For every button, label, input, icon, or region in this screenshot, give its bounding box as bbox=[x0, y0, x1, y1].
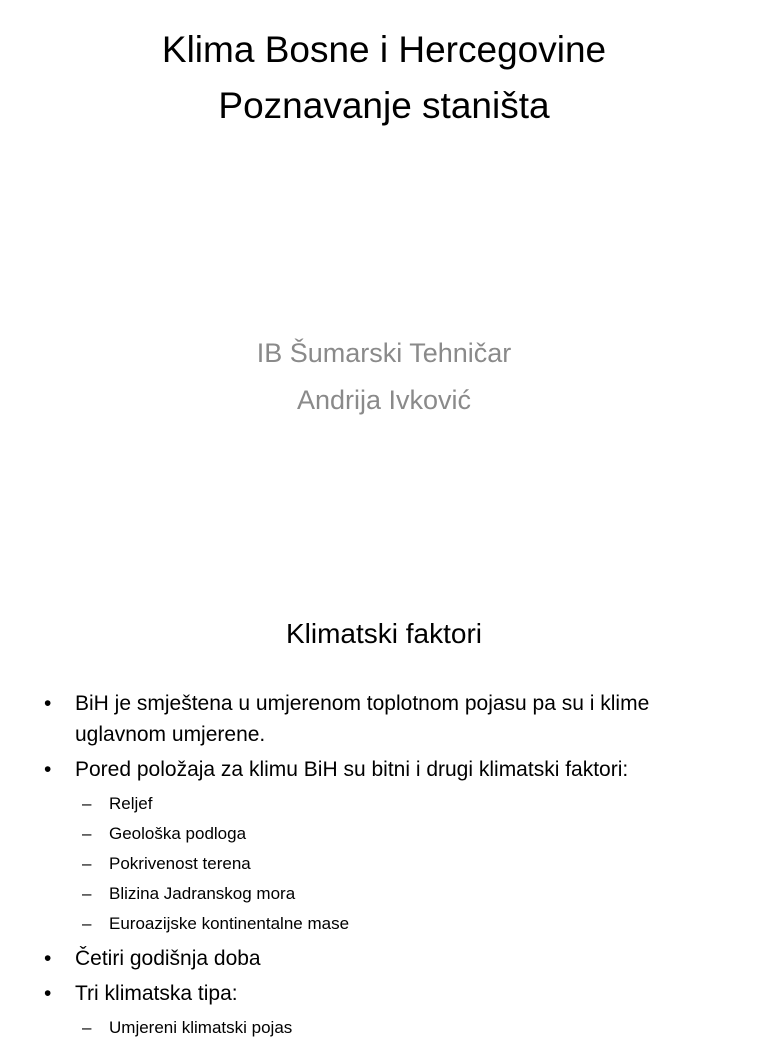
dash-marker: – bbox=[82, 854, 92, 873]
sub-bullet-text: Blizina Jadranskog mora bbox=[109, 884, 296, 903]
bullet-text: BiH je smještena u umjerenom toplotnom pojasu pa su i klime uglavnom umjerene. bbox=[75, 692, 650, 746]
slide-title-line-2: Poznavanje staništa bbox=[218, 85, 550, 126]
slide-subtitle-line-2: Andrija Ivković bbox=[296, 385, 472, 415]
slide-title-line-1: Klima Bosne i Hercegovine bbox=[161, 29, 607, 70]
sub-bullet-text: Umjereni klimatski pojas bbox=[109, 1018, 293, 1037]
sub-bullet-item bbox=[0, 909, 768, 939]
bullet-list bbox=[0, 688, 768, 1047]
sub-bullet-text: Geološka podloga bbox=[109, 824, 247, 843]
bullet-marker: • bbox=[44, 758, 52, 781]
sub-bullet-text: Euroazijske kontinentalne mase bbox=[109, 914, 350, 933]
bullet-text: Pored položaja za klimu BiH su bitni i drugi klimatski faktori: bbox=[75, 758, 629, 781]
bullet-item bbox=[0, 754, 768, 785]
sub-bullet-text: Reljef bbox=[109, 794, 153, 813]
sub-bullet-text: Pokrivenost terena bbox=[109, 854, 251, 873]
sub-bullet-item bbox=[0, 789, 768, 819]
sub-bullet-group bbox=[0, 789, 768, 939]
bullet-item bbox=[0, 688, 768, 750]
slide-subtitle-line-1: IB Šumarski Tehničar bbox=[256, 338, 512, 368]
dash-marker: – bbox=[82, 884, 92, 903]
bullet-text: Tri klimatska tipa: bbox=[75, 982, 238, 1005]
dash-marker: – bbox=[82, 794, 92, 813]
sub-bullet-item bbox=[0, 849, 768, 879]
bullet-item bbox=[0, 978, 768, 1009]
content-slide bbox=[0, 576, 768, 1037]
sub-bullet-item bbox=[0, 1013, 768, 1043]
bullet-item bbox=[0, 943, 768, 974]
sub-bullet-group bbox=[0, 1013, 768, 1043]
dash-marker: – bbox=[82, 824, 92, 843]
dash-marker: – bbox=[82, 1018, 92, 1037]
bullet-marker: • bbox=[44, 982, 52, 1005]
bullet-marker: • bbox=[44, 947, 52, 970]
dash-marker: – bbox=[82, 914, 92, 933]
content-slide-title: Klimatski faktori bbox=[285, 618, 483, 649]
sub-bullet-item bbox=[0, 819, 768, 849]
bullet-marker: • bbox=[44, 692, 52, 715]
bullet-text: Četiri godišnja doba bbox=[75, 947, 261, 970]
sub-bullet-item bbox=[0, 879, 768, 909]
